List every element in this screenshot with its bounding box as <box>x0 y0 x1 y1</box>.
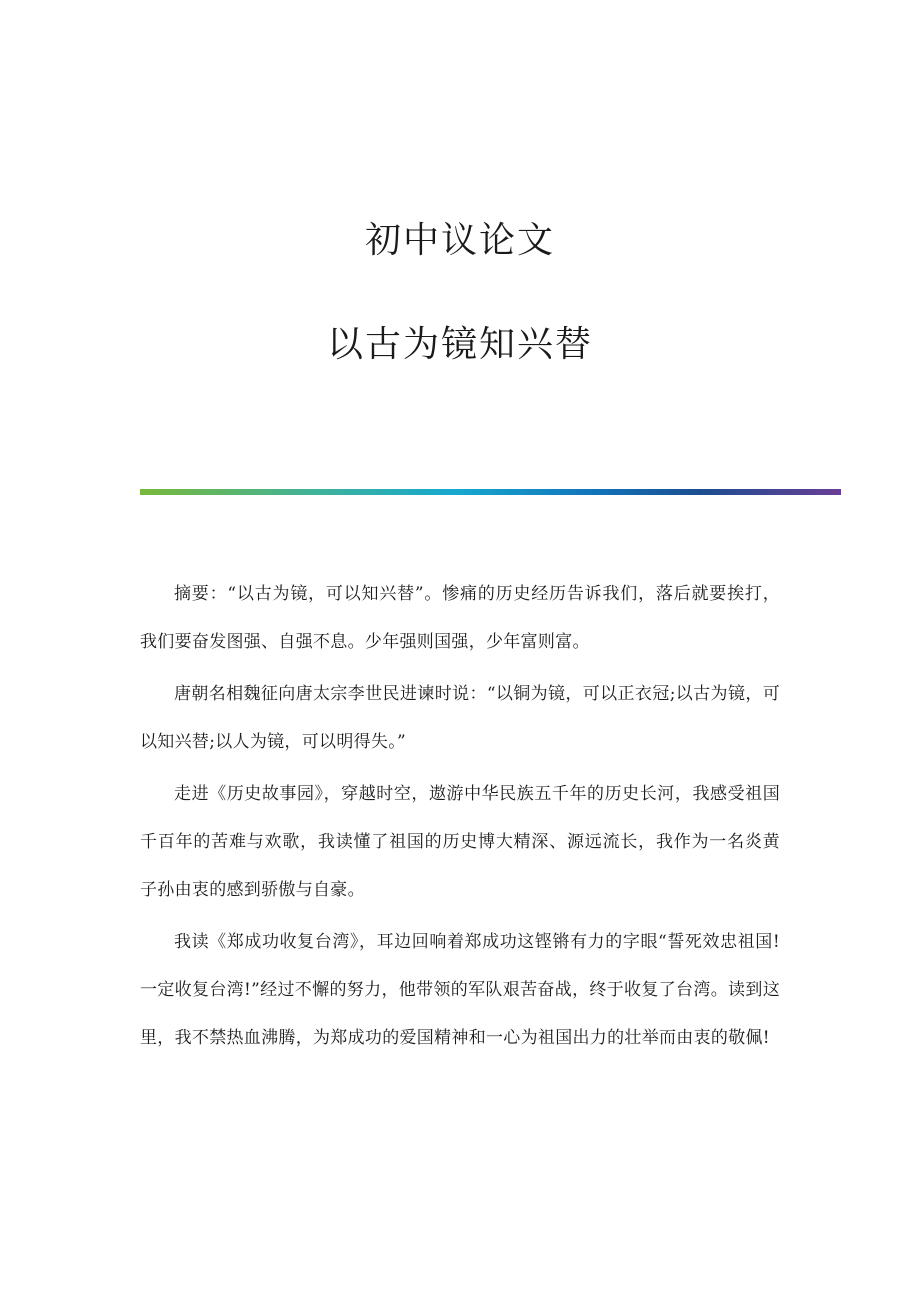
document-title: 初中议论文 <box>364 220 555 261</box>
document-body <box>140 570 780 1062</box>
paragraph-weizheng-quote: 唐朝名相魏征向唐太宗李世民进谏时说：“以铜为镜，可以正衣冠;以古为镜，可以知兴替;以人为镜，可以明得失。” <box>140 684 780 752</box>
paragraph-history-garden: 走进《历史故事园》，穿越时空，遨游中华民族五千年的历史长河，我感受祖国千百年的苦难与欢歌，我读懂了祖国的历史博大精深、源远流长，我作为一名炎黄子孙由衷的感到骄傲与自豪。 <box>140 784 780 900</box>
paragraph-zheng-chenggong: 我读《郑成功收复台湾》，耳边回响着郑成功这铿锵有力的字眼“誓死效忠祖国!一定收复台湾!”经过不懈的努力，他带领的军队艰苦奋战，终于收复了台湾。读到这里，我不禁热血沸腾，为郑成功的爱国精神和一心为祖国出力的壮举而由衷的敬佩! <box>140 932 780 1048</box>
paragraph-abstract: 摘要：“以古为镜，可以知兴替”。惨痛的历史经历告诉我们，落后就要挨打，我们要奋发图强、自强不息。少年强则国强，少年富则富。 <box>140 584 780 652</box>
document-subtitle: 以古为镜知兴替 <box>326 324 593 365</box>
gradient-divider <box>140 489 841 495</box>
